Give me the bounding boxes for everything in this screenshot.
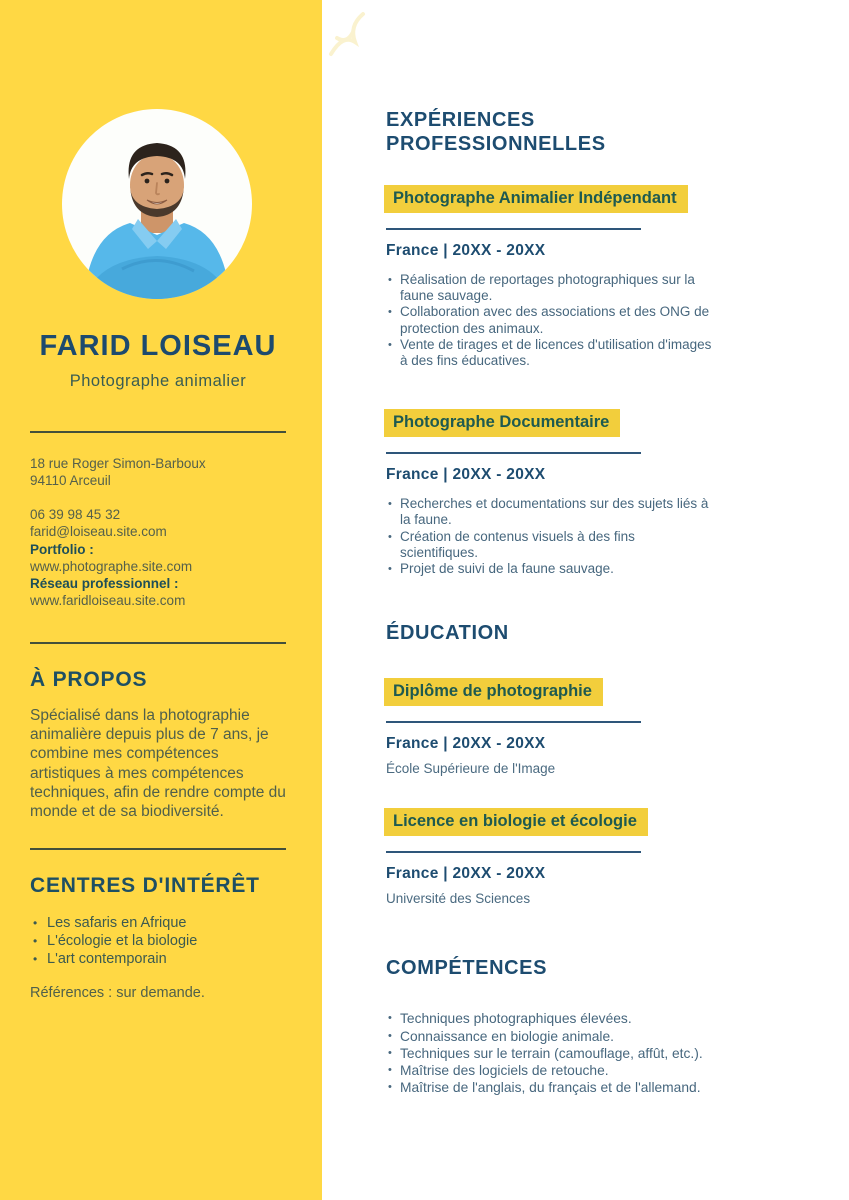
education-heading: ÉDUCATION	[386, 622, 509, 645]
skills-section	[386, 956, 826, 1096]
experience-heading: EXPÉRIENCES PROFESSIONNELLES	[386, 109, 606, 155]
education-meta: France | 20XX - 20XX	[386, 735, 546, 753]
list-item: • L'art contemporain	[30, 950, 286, 968]
title-underline	[386, 721, 641, 723]
list-item: • Connaissance en biologie animale.	[386, 1028, 786, 1045]
list-item: • Maîtrise de l'anglais, du français et de l'allemand.	[386, 1079, 786, 1096]
education-entry	[386, 808, 826, 906]
skills-heading: COMPÉTENCES	[386, 957, 548, 980]
address-block	[30, 455, 286, 489]
list-item: • Techniques photographiques élevées.	[386, 1010, 786, 1027]
decorative-squiggle	[323, 4, 373, 64]
degree-title: Licence en biologie et écologie	[384, 808, 648, 836]
network-label: Réseau professionnel :	[30, 576, 179, 592]
interests-heading: CENTRES D'INTÉRÊT	[30, 873, 260, 897]
degree-title: Diplôme de photographie	[384, 678, 603, 706]
person-job-title: Photographe animalier	[69, 372, 247, 390]
portfolio-link[interactable]: www.photographe.site.com	[30, 558, 193, 574]
title-underline	[386, 851, 641, 853]
education-meta: France | 20XX - 20XX	[386, 865, 546, 883]
skills-list	[386, 1010, 786, 1096]
list-item: • Collaboration avec des associations et des ONG de protection des animaux.	[386, 304, 716, 336]
sidebar-divider	[30, 642, 286, 644]
school-name: École Supérieure de l'Image	[386, 761, 556, 777]
education-entry	[386, 678, 826, 776]
contact-block	[30, 506, 286, 610]
job-bullets	[386, 496, 716, 577]
list-item: • Réalisation de reportages photographiques sur la faune sauvage.	[386, 272, 716, 304]
job-title: Photographe Animalier Indépendant	[384, 185, 688, 213]
school-name: Université des Sciences	[386, 891, 531, 907]
sidebar-divider	[30, 431, 286, 433]
interests-list	[30, 914, 286, 969]
list-item: • Recherches et documentations sur des sujets liés à la faune.	[386, 496, 716, 528]
profile-photo	[62, 109, 252, 299]
about-text: Spécialisé dans la photographie animalière depuis plus de 7 ans, je combine mes compétences artistiques à mes compétences techniques, afin de rendre compte du monde et de sa biodiversité.	[30, 706, 286, 821]
experience-entry	[386, 185, 826, 369]
education-section	[386, 621, 826, 906]
job-title: Photographe Documentaire	[384, 409, 620, 437]
list-item: • Techniques sur le terrain (camouflage, affût, etc.).	[386, 1045, 786, 1062]
address-line2: 94110 Arceuil	[30, 473, 111, 488]
list-item: • L'écologie et la biologie	[30, 932, 286, 950]
list-item: • Les safaris en Afrique	[30, 914, 286, 932]
portfolio-label: Portfolio :	[30, 541, 94, 557]
network-link[interactable]: www.faridloiseau.site.com	[30, 593, 186, 609]
job-bullets	[386, 272, 716, 369]
main-column	[386, 108, 826, 1097]
experience-entry	[386, 409, 826, 577]
list-item: • Projet de suivi de la faune sauvage.	[386, 561, 716, 577]
sidebar-divider	[30, 848, 286, 850]
title-underline	[386, 228, 641, 230]
person-name: FARID LOISEAU	[39, 330, 277, 362]
list-item: • Maîtrise des logiciels de retouche.	[386, 1062, 786, 1079]
email-link[interactable]: farid@loiseau.site.com	[30, 524, 167, 540]
job-meta: France | 20XX - 20XX	[386, 242, 546, 259]
about-heading: À PROPOS	[30, 667, 148, 691]
title-underline	[386, 452, 641, 454]
phone-number: 06 39 98 45 32	[30, 507, 121, 522]
address-line1: 18 rue Roger Simon-Barboux	[30, 456, 206, 471]
list-item: • Création de contenus visuels à des fins scientifiques.	[386, 529, 716, 561]
list-item: • Vente de tirages et de licences d'utilisation d'images à des fins éducatives.	[386, 337, 716, 369]
references-note: Références : sur demande.	[30, 985, 205, 1002]
profile-photo-illustration	[62, 109, 252, 299]
sidebar	[0, 0, 322, 1200]
job-meta: France | 20XX - 20XX	[386, 466, 546, 484]
